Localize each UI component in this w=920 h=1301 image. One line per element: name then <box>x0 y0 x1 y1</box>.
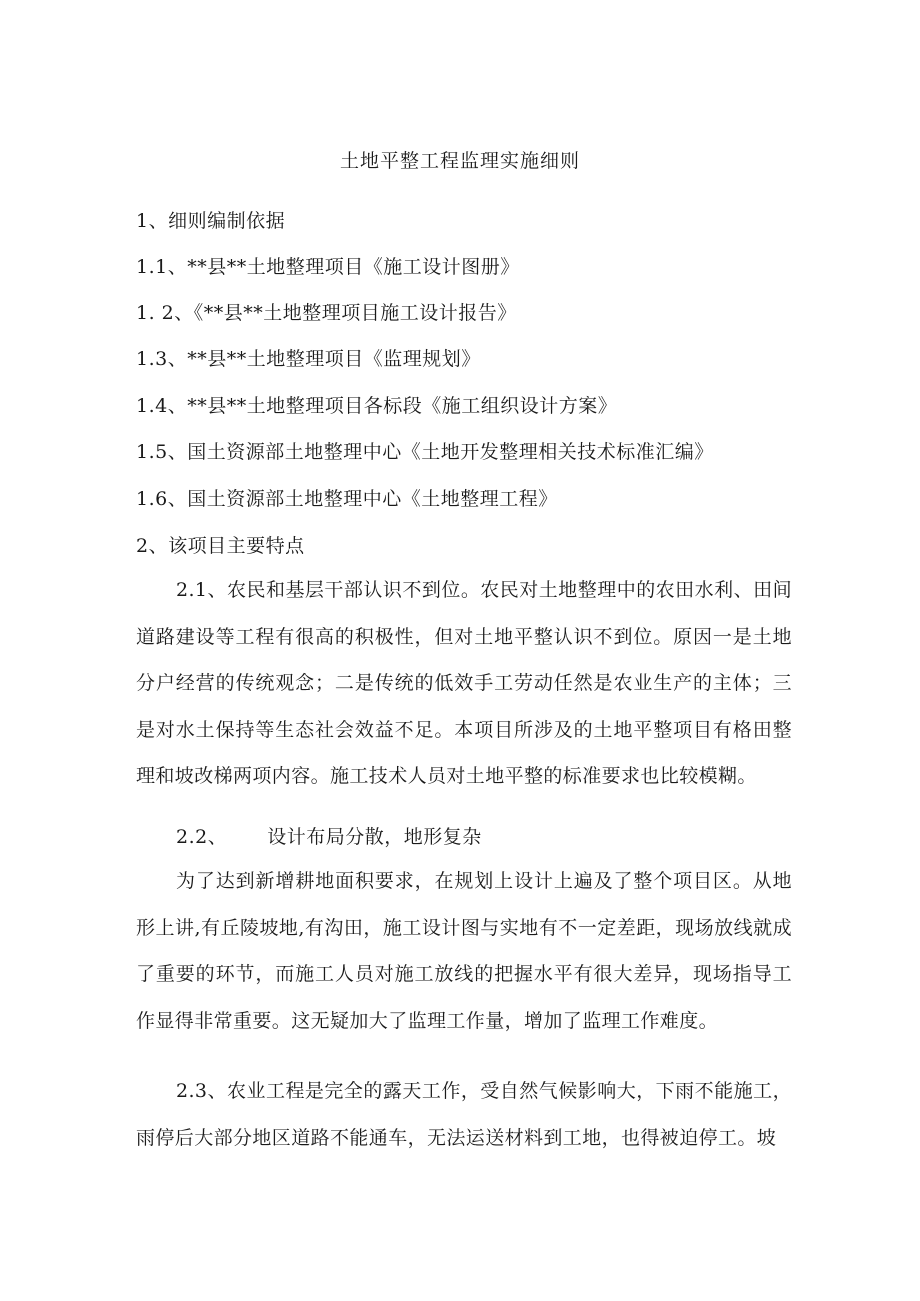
section-item-1-3: 1.3、**县**土地整理项目《监理规划》 <box>136 348 481 370</box>
paragraph-2-2-number: 2.2、 <box>176 826 228 848</box>
paragraph-2-2-heading <box>176 822 482 849</box>
section-item-1-5: 1.5、国土资源部土地整理中心《土地开发整理相关技术标准汇编》 <box>136 441 714 463</box>
section-item-1-4: 1.4、**县**土地整理项目各标段《施工组织设计方案》 <box>136 395 618 417</box>
section-item-1-6: 1.6、国土资源部土地整理中心《土地整理工程》 <box>136 488 558 510</box>
paragraph-2-2-body: 为了达到新增耕地面积要求，在规划上设计上遍及了整个项目区。从地形上讲,有丘陵坡地,有沟田，施工设计图与实地有不一定差距，现场放线就成了重要的环节，而施工人员对施工放线的把握水平有很大差异，现场指导工作显得非常重要。这无疑加大了监理工作量，增加了监理工作难度。 <box>136 870 792 1032</box>
section-1-heading: 1、细则编制依据 <box>136 210 286 232</box>
document-title: 土地平整工程监理实施细则 <box>339 150 580 172</box>
paragraph-2-3: 2.3、农业工程是完全的露天工作，受自然气候影响大，下雨不能施工，雨停后大部分地区道路不能通车，无法运送材料到工地，也得被迫停工。坡 <box>136 1080 792 1149</box>
paragraph-2-2-title: 设计布局分散，地形复杂 <box>267 826 482 848</box>
section-item-1-1: 1.1、**县**土地整理项目《施工设计图册》 <box>136 256 520 278</box>
section-2-heading: 2、该项目主要特点 <box>136 535 305 557</box>
section-item-1-2: 1. 2、《**县**土地整理项目施工设计报告》 <box>136 302 517 324</box>
paragraph-2-1: 2.1、农民和基层干部认识不到位。农民对土地整理中的农田水利、田间道路建设等工程有很高的积极性，但对土地平整认识不到位。原因一是土地分户经营的传统观念；二是传统的低效手工劳动任然是农业生产的主体；三是对水土保持等生态社会效益不足。本项目所涉及的土地平整项目有格田整理和坡改梯两项内容。施工技术人员对土地平整的标准要求也比较模糊。 <box>136 579 792 787</box>
